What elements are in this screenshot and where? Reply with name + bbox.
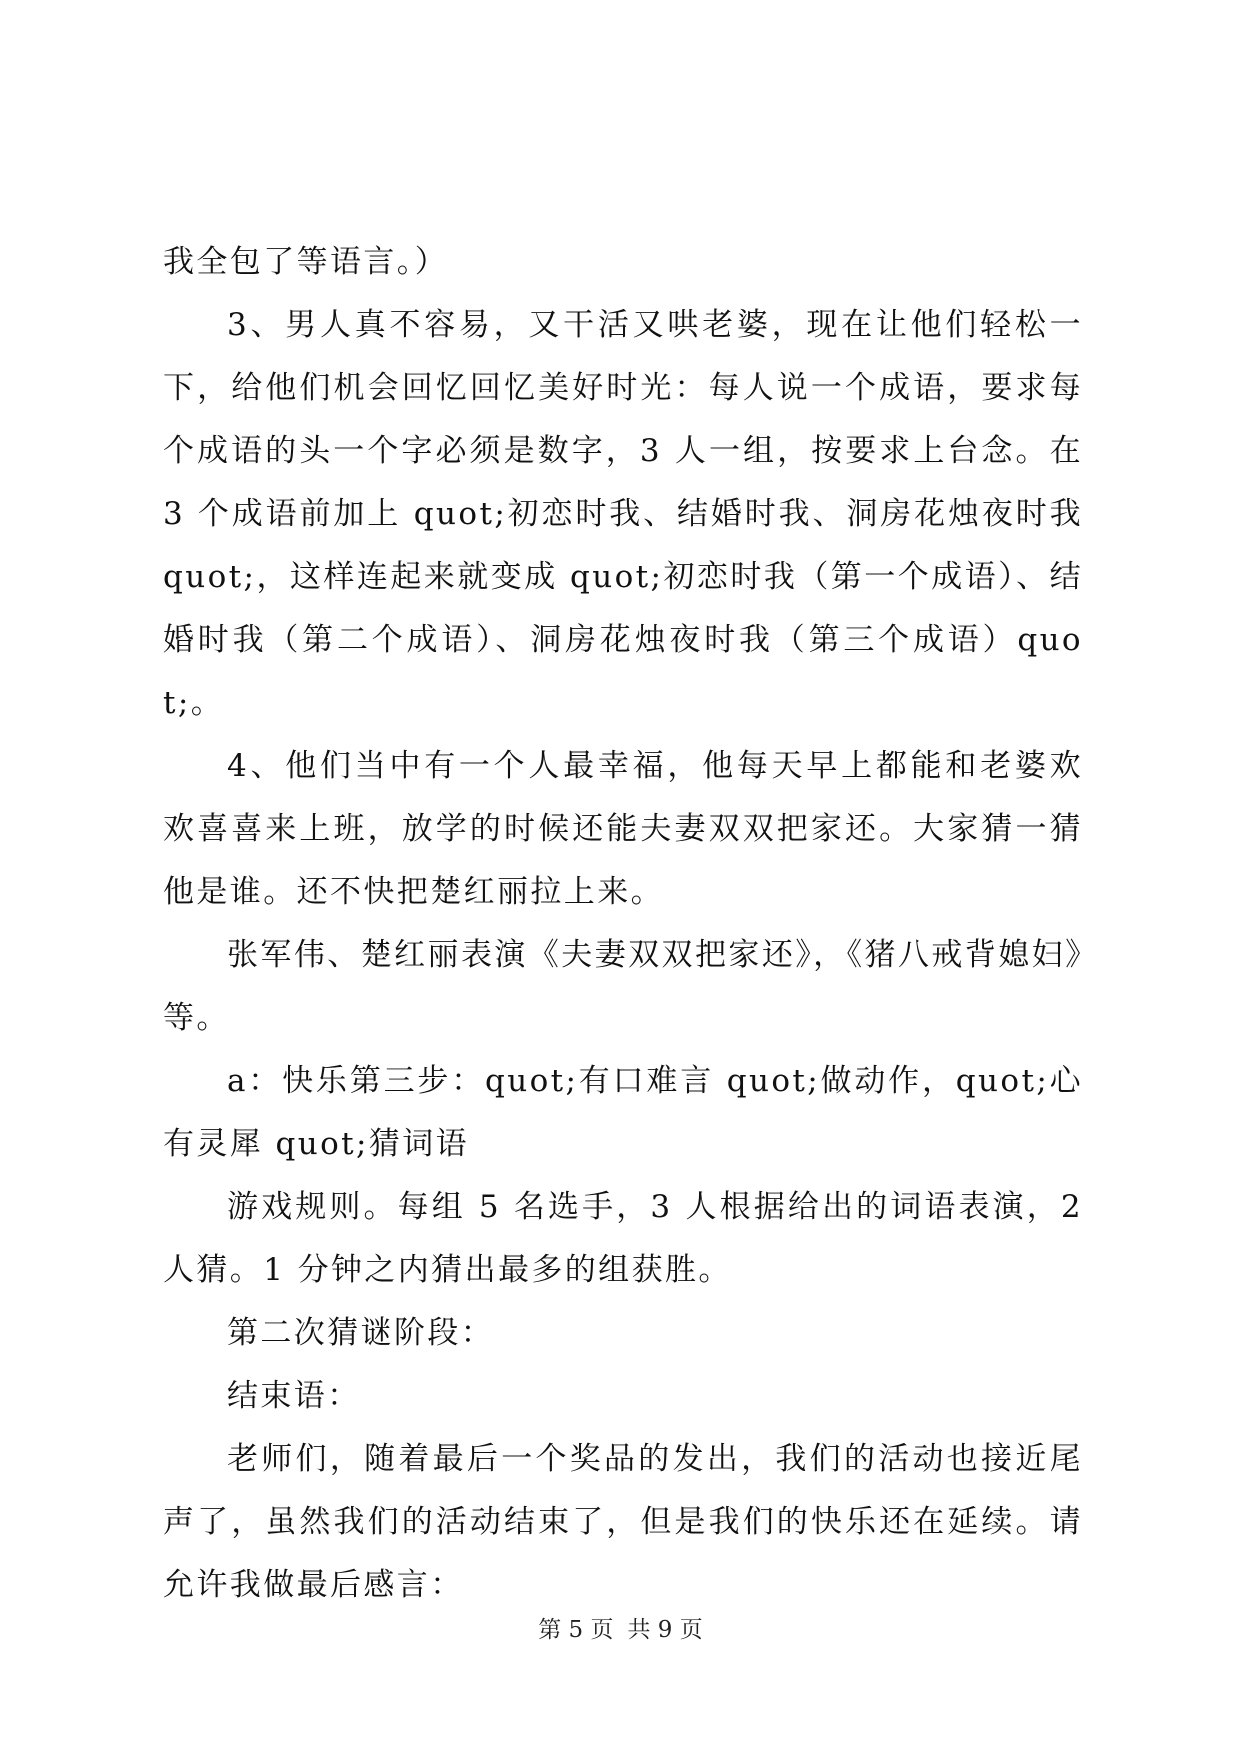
paragraph-7: 第二次猜谜阶段： bbox=[227, 1315, 495, 1351]
paragraph-8: 结束语： bbox=[227, 1378, 361, 1414]
paragraph-2: 3、男人真不容易，又干活又哄老婆，现在让他们轻松一下，给他们机会回忆回忆美好时光：每人说一个成语，要求每个成语的头一个字必须是数字，3 人一组，按要求上台念。在 3 个成语前加上 quot;初恋时我、结婚时我、洞房花烛夜时我 quot;，这样连起来就变成 quot;初恋时我（第一个成语）、结婚时我（第二个成语）、洞房花烛夜时我（第三个成语）quot;。 bbox=[163, 307, 1083, 721]
paragraph-6: 游戏规则。每组 5 名选手，3 人根据给出的词语表演，2 人猜。1 分钟之内猜出最多的组获胜。 bbox=[163, 1189, 1083, 1288]
paragraph-5: a：快乐第三步：quot;有口难言 quot;做动作，quot;心有灵犀 quot;猜词语 bbox=[163, 1063, 1083, 1162]
paragraph-9: 老师们，随着最后一个奖品的发出，我们的活动也接近尾声了，虽然我们的活动结束了，但是我们的快乐还在延续。请允许我做最后感言： bbox=[163, 1441, 1083, 1603]
page-total: 共 9 页 bbox=[627, 1617, 703, 1643]
paragraph-3: 4、他们当中有一个人最幸福，他每天早上都能和老婆欢欢喜喜来上班，放学的时候还能夫妻双双把家还。大家猜一猜他是谁。还不快把楚红丽拉上来。 bbox=[163, 748, 1083, 910]
page-number: 第 5 页 bbox=[538, 1617, 614, 1643]
paragraph-1: 我全包了等语言。） bbox=[163, 244, 449, 280]
paragraph-4: 张军伟、楚红丽表演《夫妻双双把家还》，《猪八戒背媳妇》等。 bbox=[163, 937, 1083, 1036]
page-footer bbox=[0, 1615, 1241, 1645]
document-body bbox=[163, 231, 1083, 1617]
